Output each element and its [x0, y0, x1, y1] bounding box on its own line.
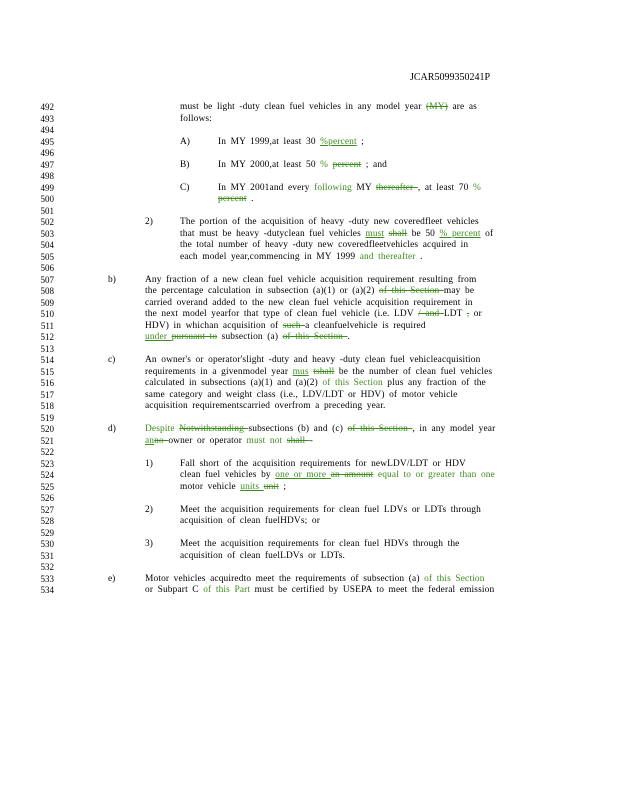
- deleted-text: of this Section: [282, 332, 348, 342]
- line-number: 530: [40, 539, 54, 549]
- added-text: and thereafter: [359, 251, 416, 262]
- text-run: subsection (a): [217, 332, 283, 342]
- line-text: [145, 378, 486, 389]
- text-run: follows:: [180, 113, 212, 124]
- line-text: [180, 551, 345, 562]
- text-run: the next model yearfor that type of clean fuel vehicle (i.e. LDV: [145, 309, 419, 319]
- item-label: d): [108, 424, 116, 434]
- line-text: [145, 298, 473, 309]
- line-number: 501: [40, 205, 54, 216]
- line-text: [180, 217, 479, 228]
- text-run: the percentage calculation in subsection (a)(1) or (a)(2): [145, 286, 379, 296]
- deleted-text: / and: [418, 309, 444, 319]
- deleted-text: shall: [286, 435, 310, 446]
- text-run: carried overand added to the new clean fuel vehicle acquisition requirement in: [145, 297, 473, 308]
- added-text: of this Section: [322, 378, 383, 388]
- line-number: 497: [40, 159, 54, 170]
- inserted-text: must: [365, 228, 385, 239]
- text-run: Motor vehicles acquiredto meet the requirements of subsection (a): [145, 573, 425, 584]
- line-number: 505: [40, 251, 54, 262]
- deleted-text: Notwithstanding: [179, 424, 249, 434]
- inserted-text: % percent: [439, 228, 481, 239]
- line-number: 519: [40, 412, 54, 423]
- added-text: %: [472, 182, 481, 193]
- line-text: [145, 436, 313, 447]
- line-text: [180, 539, 460, 550]
- line-text: [218, 183, 481, 194]
- text-run: acquisition requirementscarried overfrom a preceding year.: [145, 401, 386, 411]
- added-text: %: [320, 159, 333, 170]
- text-run: must be light -duty clean fuel vehicles in any model year: [180, 102, 426, 112]
- text-run: HDV) in whichan acquisition of: [145, 320, 283, 331]
- item-label: C): [180, 182, 190, 193]
- line-text: [145, 401, 385, 412]
- inserted-text: under: [145, 332, 172, 342]
- line-text: [180, 459, 466, 470]
- line-text: [180, 229, 493, 240]
- line-text: [180, 102, 477, 113]
- inserted-text: mus: [292, 366, 309, 377]
- line-number: 529: [40, 527, 54, 538]
- line-text: [180, 470, 495, 481]
- item-label: B): [180, 159, 190, 170]
- text-run: Meet the acquisition requirements for clean fuel LDVs or LDTs through: [180, 504, 481, 515]
- text-run: -: [309, 435, 314, 446]
- text-run: that must be heavy -dutyclean fuel vehicles: [180, 228, 366, 239]
- text-run: requirements in a givenmodel year: [145, 366, 293, 377]
- text-run: In MY 2000,at least 50: [218, 159, 321, 170]
- line-number: 513: [40, 343, 54, 354]
- text-run: subsections (b) and (c): [248, 424, 348, 434]
- line-text: [145, 286, 474, 297]
- inserted-text: units: [240, 481, 264, 492]
- added-text: must not: [246, 435, 283, 446]
- text-run: ; and: [361, 159, 387, 170]
- line-number: 494: [40, 125, 54, 135]
- line-number: 521: [40, 435, 54, 446]
- line-number: 495: [40, 136, 54, 147]
- item-label: 2): [145, 504, 153, 515]
- deleted-text: tshall: [313, 366, 335, 377]
- text-run: of: [480, 228, 494, 239]
- item-label: b): [108, 274, 116, 285]
- line-number: 527: [40, 504, 54, 515]
- line-number: 493: [40, 113, 54, 124]
- line-text: [218, 194, 254, 205]
- deleted-text: an amount: [330, 470, 374, 480]
- line-number: 510: [40, 309, 54, 319]
- text-run: the total number of heavy -duty new coveredfleetvehicles acquired in: [180, 240, 469, 250]
- text-run: or: [469, 309, 482, 319]
- text-run: each model year,commencing in MY 1999: [180, 251, 360, 262]
- text-run: MY: [351, 182, 376, 193]
- text-run: clean fuel vehicles by: [180, 470, 276, 480]
- line-number: 506: [40, 263, 54, 273]
- text-run: Fall short of the acquisition requirements for newLDV/LDT or HDV: [180, 458, 466, 469]
- line-number: 531: [40, 550, 54, 561]
- item-label: e): [108, 573, 116, 584]
- deleted-text: pursuant to: [171, 332, 218, 342]
- line-number: 534: [40, 585, 54, 595]
- item-label: 3): [145, 539, 153, 549]
- line-text: [145, 574, 485, 585]
- deleted-text: of this Section: [347, 424, 413, 434]
- text-run: An owner's or operator'slight -duty and heavy -duty clean fuel vehicleacquisition: [145, 355, 481, 365]
- line-text: [180, 516, 320, 527]
- line-number: 500: [40, 194, 54, 204]
- line-text: [180, 114, 212, 125]
- line-text: [145, 275, 476, 286]
- line-number: 520: [40, 424, 54, 434]
- line-text: [218, 160, 387, 171]
- line-text: [218, 137, 364, 148]
- deleted-text: ,: [466, 309, 470, 319]
- text-run: In MY 2001and every: [218, 182, 315, 193]
- item-label: c): [108, 355, 116, 365]
- line-text: [180, 240, 468, 251]
- text-run: owner or operator: [168, 435, 247, 446]
- line-number: 512: [40, 332, 54, 342]
- text-run: or Subpart C: [145, 585, 204, 595]
- line-number: 524: [40, 470, 54, 480]
- document-id: JCAR5099350241P: [410, 72, 491, 83]
- text-run: may be: [443, 286, 475, 296]
- line-number: 496: [40, 148, 54, 158]
- added-text: following: [314, 182, 352, 193]
- text-run: , at least 70: [417, 182, 473, 193]
- line-number: 525: [40, 481, 54, 492]
- added-text: Despite: [145, 424, 180, 434]
- text-run: same category and weight class (i.e., LDV/LDT or HDV) of motor vehicle: [145, 389, 458, 400]
- line-text: [145, 390, 457, 401]
- line-number: 533: [40, 573, 54, 584]
- text-run: Meet the acquisition requirements for clean fuel HDVs through the: [180, 539, 460, 549]
- item-label: 2): [145, 217, 153, 227]
- inserted-text: %percent: [320, 136, 357, 147]
- line-number: 517: [40, 389, 54, 400]
- line-text: [145, 367, 492, 378]
- deleted-text: percent: [332, 159, 362, 170]
- line-text: [145, 321, 426, 332]
- text-run: ;: [278, 481, 287, 492]
- text-run: acquisition of clean fuelLDVs or LDTs.: [180, 550, 346, 561]
- line-number: 511: [40, 320, 54, 331]
- inserted-text: an: [145, 435, 155, 446]
- deleted-text: shall: [388, 228, 408, 239]
- line-number: 502: [40, 217, 54, 227]
- line-text: [180, 482, 286, 493]
- text-run: ;: [356, 136, 365, 147]
- line-text: [145, 424, 495, 435]
- deleted-text: no: [154, 435, 169, 446]
- line-number: 526: [40, 493, 54, 503]
- line-number: 522: [40, 447, 54, 457]
- deleted-text: such: [282, 320, 306, 331]
- line-number: 528: [40, 516, 54, 526]
- text-run: Any fraction of a new clean fuel vehicle acquisition requirement resulting from: [145, 274, 477, 285]
- line-number: 503: [40, 228, 54, 239]
- text-run: , in any model year: [412, 424, 496, 434]
- text-run: must be certified by USEPA to meet the federal emission: [250, 585, 495, 595]
- line-number: 509: [40, 297, 54, 308]
- line-number: 515: [40, 366, 54, 377]
- line-text: [180, 252, 423, 263]
- line-number: 514: [40, 355, 54, 365]
- item-label: A): [180, 136, 190, 147]
- text-run: calculated in subsections (a)(1) and (a)(2): [145, 378, 323, 388]
- deleted-text: unit: [263, 481, 279, 492]
- added-text: equal to or greater than one: [377, 470, 495, 480]
- text-run: .: [246, 194, 254, 204]
- text-run: .: [415, 251, 423, 262]
- line-number: 523: [40, 458, 54, 469]
- text-run: .: [347, 332, 350, 342]
- deleted-text: of this Section: [378, 286, 444, 296]
- text-run: plus any fraction of the: [382, 378, 486, 388]
- text-run: LDT: [443, 309, 467, 319]
- text-run: are as: [447, 102, 477, 112]
- line-number: 492: [40, 102, 54, 112]
- line-text: [180, 505, 481, 516]
- added-text: of this Section: [424, 573, 485, 584]
- line-number: 532: [40, 562, 54, 572]
- line-text: [145, 332, 350, 343]
- line-number: 518: [40, 401, 54, 411]
- text-run: be the number of clean fuel vehicles: [334, 366, 493, 377]
- line-number: 507: [40, 274, 54, 285]
- line-text: [145, 585, 494, 596]
- line-number: 516: [40, 378, 54, 388]
- line-number: 508: [40, 286, 54, 296]
- deleted-text: thereafter: [375, 182, 418, 193]
- text-run: a cleanfuelvehicle is required: [305, 320, 426, 331]
- line-number: 504: [40, 240, 54, 250]
- deleted-text: percent: [218, 194, 247, 204]
- line-number: 499: [40, 182, 54, 193]
- line-number: 498: [40, 171, 54, 181]
- item-label: 1): [145, 458, 153, 469]
- inserted-text: one or more: [275, 470, 331, 480]
- text-run: be 50: [407, 228, 440, 239]
- text-run: In MY 1999,at least 30: [218, 136, 321, 147]
- text-run: acquisition of clean fuelHDVs; or: [180, 516, 320, 526]
- line-text: [145, 355, 480, 366]
- deleted-text: (MY): [426, 102, 448, 112]
- text-run: The portion of the acquisition of heavy -duty new coveredfleet vehicles: [180, 217, 479, 227]
- line-text: [145, 309, 482, 320]
- text-run: motor vehicle: [180, 481, 241, 492]
- added-text: of this Part: [203, 585, 251, 595]
